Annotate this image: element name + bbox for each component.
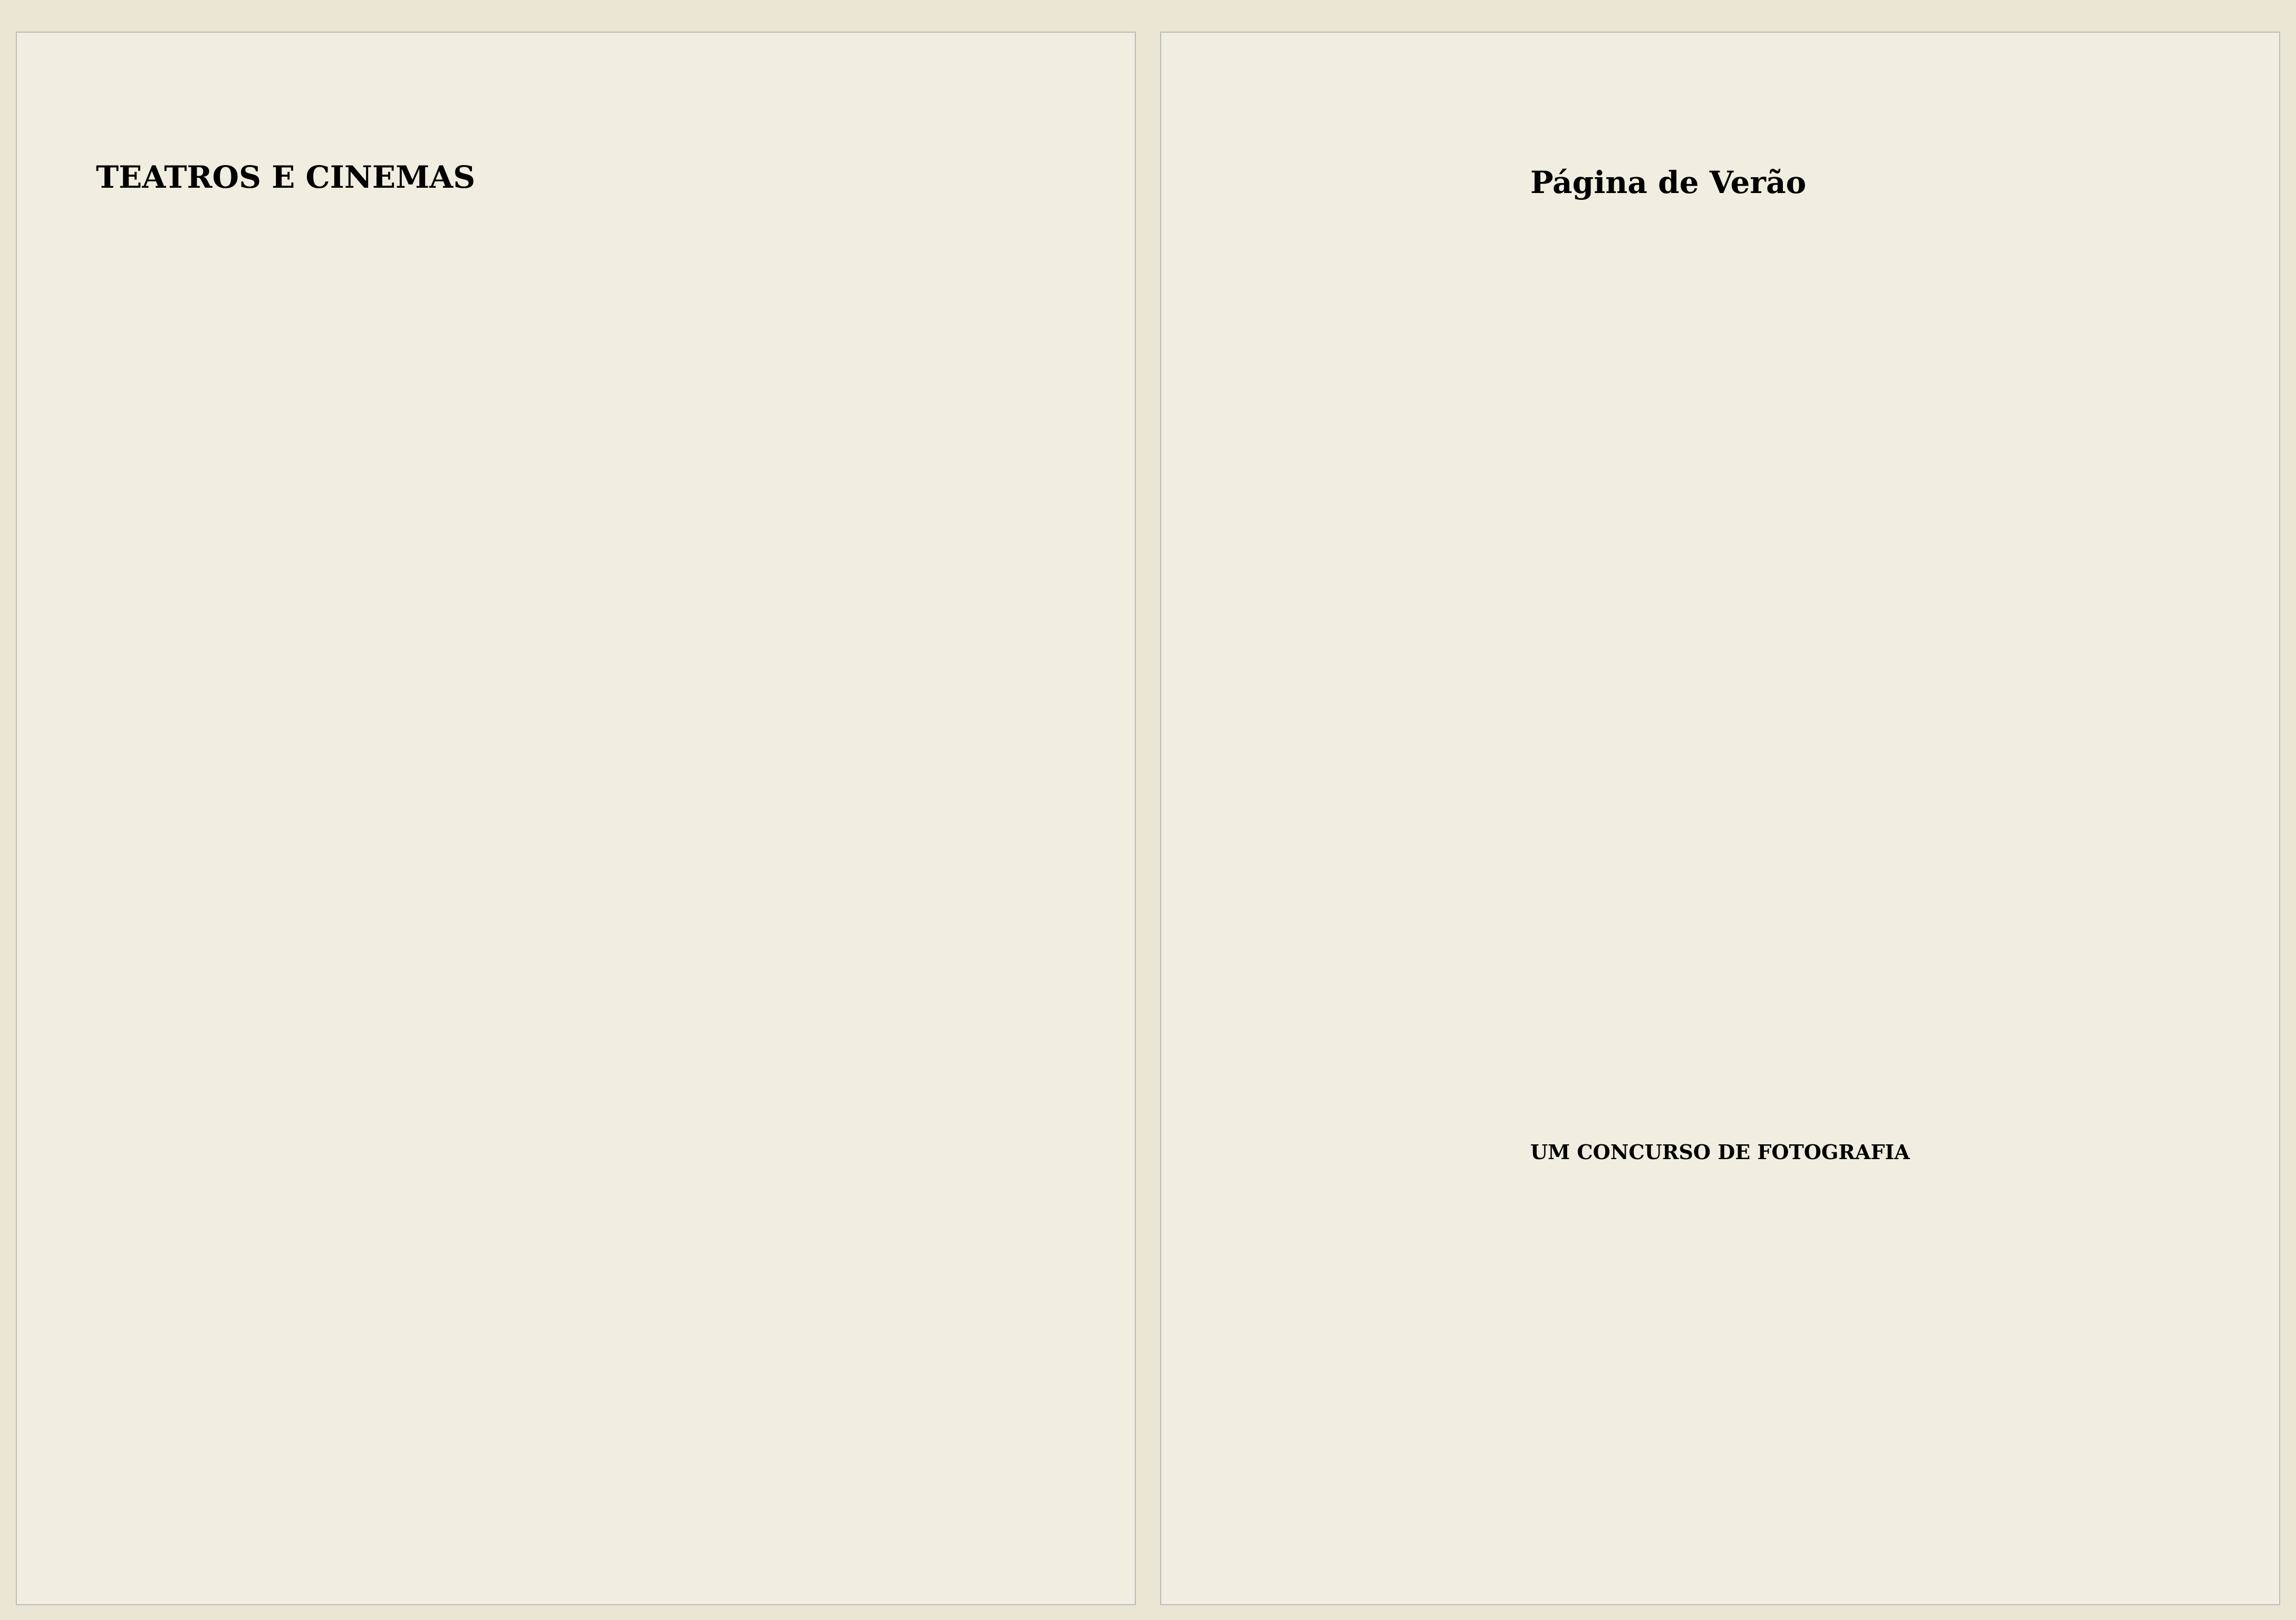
section-title: TEATROS E CINEMAS [96, 159, 476, 195]
page-title: Página de Verão [1530, 165, 1807, 200]
page-2 [16, 32, 1136, 1605]
page-3 [1160, 32, 2280, 1605]
contest-heading: UM CONCURSO DE FOTOGRAFIA [1530, 1140, 1910, 1164]
